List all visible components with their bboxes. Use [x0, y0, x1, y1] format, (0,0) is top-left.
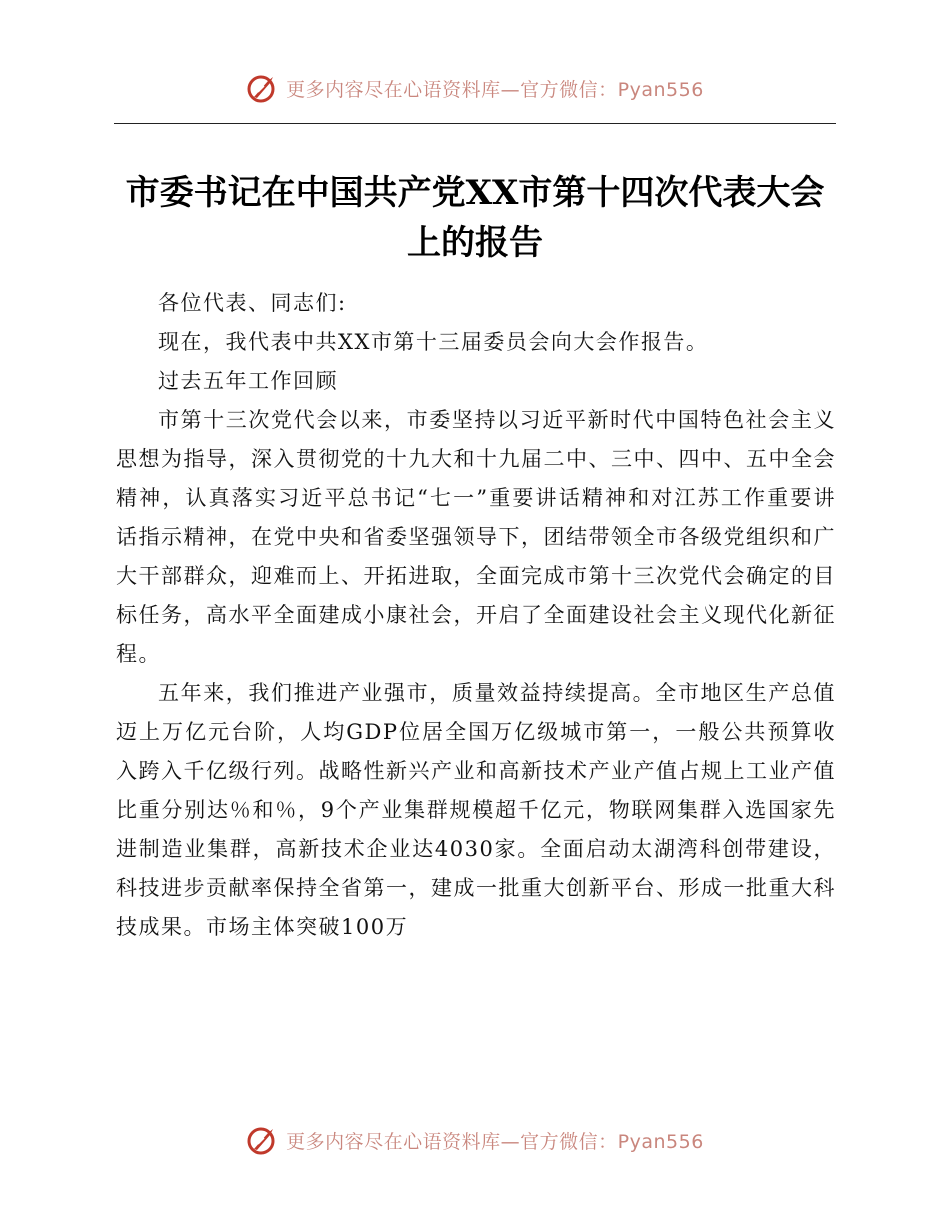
header-divider [114, 123, 836, 124]
document-body [116, 284, 836, 947]
intro-paragraph: 现在，我代表中共XX市第十三届委员会向大会作报告。 [158, 330, 709, 354]
header-banner-text: 更多内容尽在心语资料库—官方微信：Pyan556 [286, 78, 704, 101]
header-banner [0, 72, 950, 104]
quill-pen-logo-icon [246, 1124, 278, 1156]
footer-banner [0, 1124, 950, 1156]
body-paragraph: 市第十三次党代会以来，市委坚持以习近平新时代中国特色社会主义思想为指导，深入贯彻党的十九大和十九届二中、三中、四中、五中全会精神，认真落实习近平总书记“七一”重要讲话精神和对江苏工作重要讲话指示精神，在党中央和省委坚强领导下，团结带领全市各级党组织和广大干部群众，迎难而上、开拓进取，全面完成市第十三次党代会确定的目标任务，高水平全面建成小康社会，开启了全面建设社会主义现代化新征程。 [116, 408, 836, 666]
body-paragraph: 五年来，我们推进产业强市，质量效益持续提高。全市地区生产总值迈上万亿元台阶，人均GDP位居全国万亿级城市第一，一般公共预算收入跨入千亿级行列。战略性新兴产业和高新技术产业产值占规上工业产值比重分别达％和％，9个产业集群规模超千亿元，物联网集群入选国家先进制造业集群，高新技术企业达4030家。全面启动太湖湾科创带建设，科技进步贡献率保持全省第一，建成一批重大创新平台、形成一批重大科技成果。市场主体突破100万 [116, 681, 836, 939]
document-title: 市委书记在中国共产党XX市第十四次代表大会上的报告 [125, 173, 825, 263]
section-heading: 过去五年工作回顾 [158, 369, 338, 393]
salutation-paragraph: 各位代表、同志们: [158, 291, 347, 315]
footer-banner-text: 更多内容尽在心语资料库—官方微信：Pyan556 [286, 1130, 704, 1153]
quill-pen-logo-icon [246, 72, 278, 104]
